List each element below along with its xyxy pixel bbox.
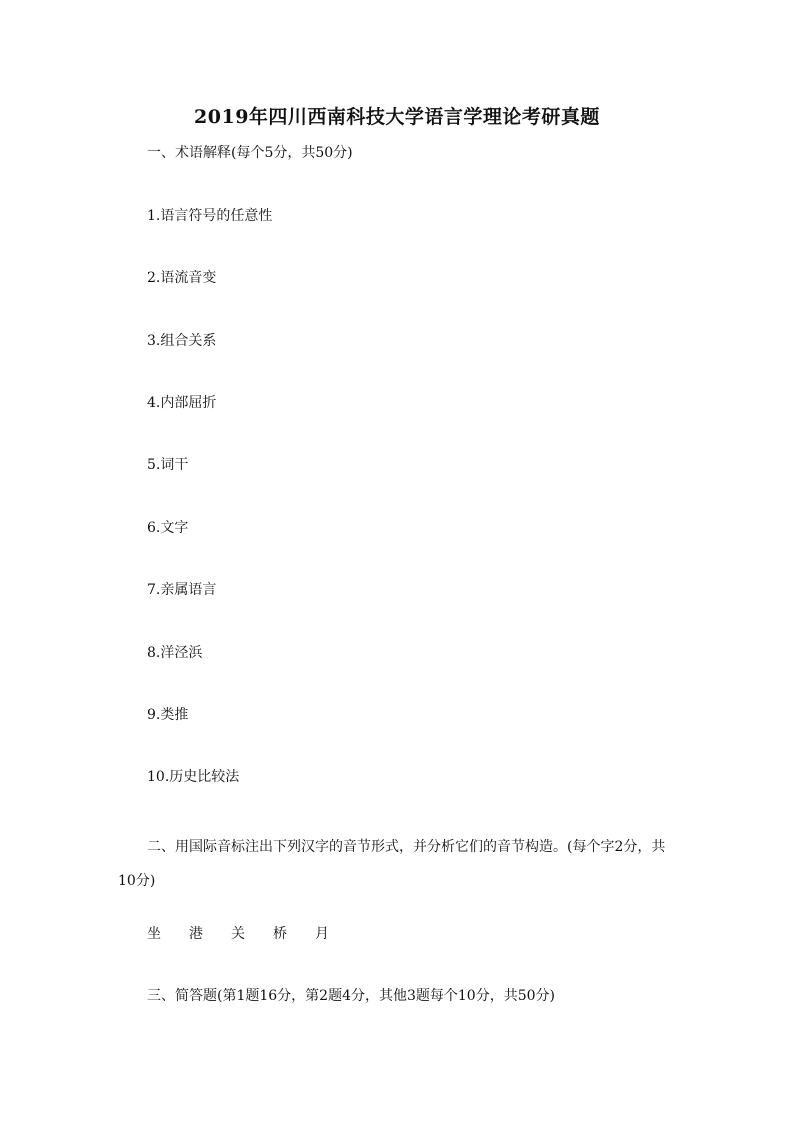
document-title: 2019年四川西南科技大学语言学理论考研真题: [194, 106, 600, 128]
character: 港: [189, 926, 203, 942]
section-3-heading: 三、简答题(第1题16分，第2题4分，其他3题每个10分，共50分): [147, 988, 555, 1004]
term-item: 7.亲属语言: [147, 582, 217, 598]
section-2-heading: 二、用国际音标注出下列汉字的音节形式，并分析它们的音节构造。(每个字2分，共10分): [118, 839, 666, 889]
term-item: 9.类推: [147, 707, 189, 723]
term-item: 10.历史比较法: [147, 769, 240, 785]
character: 月: [315, 926, 329, 942]
character-list: [147, 924, 357, 944]
character: 坐: [147, 926, 161, 942]
term-item: 5.词干: [147, 457, 189, 473]
term-item: 8.洋泾浜: [147, 645, 203, 661]
section-1-heading: 一、术语解释(每个5分，共50分): [147, 145, 353, 161]
character: 桥: [273, 926, 287, 942]
term-item: 3.组合关系: [147, 333, 217, 349]
term-item: 6.文字: [147, 520, 189, 536]
term-item: 4.内部屈折: [147, 395, 217, 411]
character: 关: [231, 926, 245, 942]
term-item: 1.语言符号的任意性: [147, 208, 273, 224]
term-item: 2.语流音变: [147, 270, 217, 286]
